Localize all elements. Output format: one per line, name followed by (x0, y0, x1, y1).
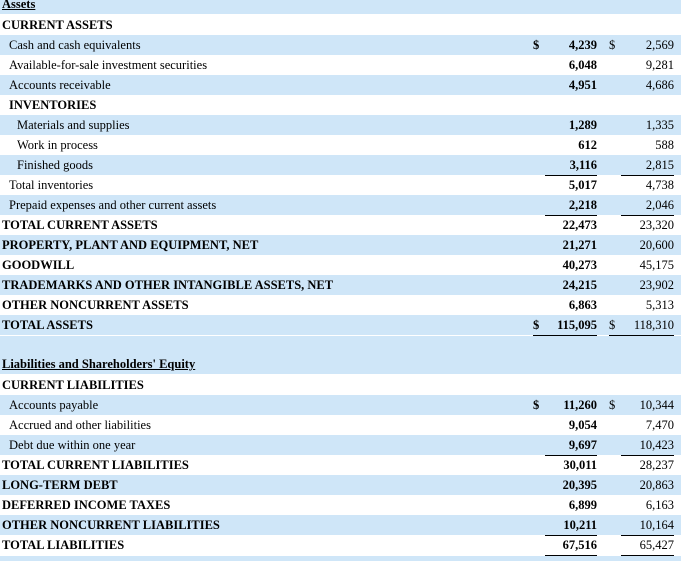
current-value: 9,054 (568, 418, 597, 432)
prior-value: 20,863 (639, 478, 674, 492)
current-value: 3,116 (545, 155, 597, 176)
table-row (0, 415, 681, 435)
prior-value: 28,237 (639, 458, 674, 472)
current-value: 6,899 (568, 498, 597, 512)
row-label: TOTAL CURRENT LIABILITIES (2, 458, 189, 472)
prior-value: 5,313 (621, 295, 674, 316)
inventories-header-row (0, 95, 681, 115)
row-label: Accounts payable (9, 398, 99, 412)
current-value: 20,395 (562, 478, 597, 492)
prior-dollar-sign: $ (609, 398, 616, 412)
row-label: Available-for-sale investment securities (9, 58, 208, 72)
prior-value: 4,686 (645, 78, 674, 92)
table-row (0, 395, 681, 415)
current-dollar-sign: $ (533, 398, 540, 412)
prior-value: 23,320 (639, 218, 674, 232)
row-label: Prepaid expenses and other current assets (9, 198, 217, 212)
prior-value: 23,902 (639, 278, 674, 292)
table-row (0, 135, 681, 155)
prior-value: 45,175 (639, 258, 674, 272)
row-label: Accrued and other liabilities (9, 418, 151, 432)
liabilities-title-row (0, 354, 681, 374)
table-row (0, 155, 681, 175)
prior-value: 2,569 (645, 38, 674, 52)
prior-value: 10,344 (639, 398, 674, 412)
row-label: TOTAL CURRENT ASSETS (2, 218, 158, 232)
current-value: 6,863 (545, 295, 597, 316)
prior-value: 7,470 (645, 418, 674, 432)
liabilities-title: Liabilities and Shareholders' Equity (2, 357, 196, 371)
table-row-partial (0, 556, 681, 561)
current-value: 5,017 (568, 178, 597, 192)
row-label: TOTAL ASSETS (2, 318, 93, 332)
prior-dollar-sign: $ (609, 315, 621, 338)
row-label: TRADEMARKS AND OTHER INTANGIBLE ASSETS, NET (2, 278, 334, 292)
table-row (0, 535, 681, 555)
current-liabilities-header-row (0, 375, 681, 395)
prior-value: 65,427 (621, 535, 674, 556)
current-value: 1,289 (568, 118, 597, 132)
prior-value: 588 (655, 138, 674, 152)
prior-value: 2,046 (621, 195, 674, 216)
row-label: Debt due within one year (9, 438, 136, 452)
table-row (0, 215, 681, 235)
table-row (0, 235, 681, 255)
current-value: 4,239 (568, 38, 597, 52)
current-assets-header-row (0, 15, 681, 35)
table-row (0, 175, 681, 195)
row-label: Accounts receivable (9, 78, 111, 92)
current-value: 40,273 (562, 258, 597, 272)
current-value: 612 (578, 138, 597, 152)
table-row (0, 115, 681, 135)
prior-value: 2,815 (621, 155, 674, 176)
current-value: 9,697 (545, 435, 597, 456)
current-value: 24,215 (562, 278, 597, 292)
prior-value: 118,310 (621, 315, 674, 338)
current-dollar-sign: $ (533, 315, 545, 338)
row-label: LONG-TERM DEBT (2, 478, 118, 492)
table-row (0, 315, 681, 335)
prior-value: 6,163 (645, 498, 674, 512)
table-row (0, 295, 681, 315)
current-value: 115,095 (545, 315, 597, 338)
prior-value: 1,335 (645, 118, 674, 132)
current-value: 6,048 (568, 58, 597, 72)
row-label: PROPERTY, PLANT AND EQUIPMENT, NET (2, 238, 259, 252)
current-dollar-sign: $ (533, 38, 540, 52)
inventories-header: INVENTORIES (9, 98, 97, 112)
table-row (0, 495, 681, 515)
assets-title-row (0, 0, 681, 14)
table-row (0, 35, 681, 55)
current-value: 30,011 (563, 458, 597, 472)
table-row (0, 455, 681, 475)
row-label: TOTAL LIABILITIES (2, 538, 125, 552)
row-label: GOODWILL (2, 258, 75, 272)
prior-value: 4,738 (645, 178, 674, 192)
row-label: Work in process (17, 138, 98, 152)
table-row (0, 515, 681, 535)
table-row (0, 275, 681, 295)
table-row (0, 55, 681, 75)
row-label: OTHER NONCURRENT LIABILITIES (2, 518, 220, 532)
prior-value: 10,164 (621, 515, 674, 536)
table-row (0, 195, 681, 215)
current-value: 2,218 (545, 195, 597, 216)
current-value: 11,260 (563, 398, 597, 412)
table-row (0, 75, 681, 95)
section-spacer (0, 336, 681, 354)
table-row (0, 255, 681, 275)
current-value: 4,951 (568, 78, 597, 92)
prior-value: 10,423 (621, 435, 674, 456)
table-row (0, 475, 681, 495)
current-value: 10,211 (545, 515, 597, 536)
row-label: DEFERRED INCOME TAXES (2, 498, 171, 512)
current-assets-header: CURRENT ASSETS (2, 18, 113, 32)
current-value: 21,271 (562, 238, 597, 252)
row-label: Finished goods (17, 158, 94, 172)
row-label: Cash and cash equivalents (9, 38, 141, 52)
prior-value: 9,281 (645, 58, 674, 72)
prior-value: 20,600 (639, 238, 674, 252)
row-label: OTHER NONCURRENT ASSETS (2, 298, 189, 312)
prior-dollar-sign: $ (609, 38, 616, 52)
current-value: 22,473 (562, 218, 597, 232)
current-liabilities-header: CURRENT LIABILITIES (2, 378, 144, 392)
row-label: Total inventories (9, 178, 94, 192)
row-label: Materials and supplies (17, 118, 130, 132)
current-value: 67,516 (545, 535, 597, 556)
assets-title: Assets (2, 0, 36, 11)
table-row (0, 435, 681, 455)
